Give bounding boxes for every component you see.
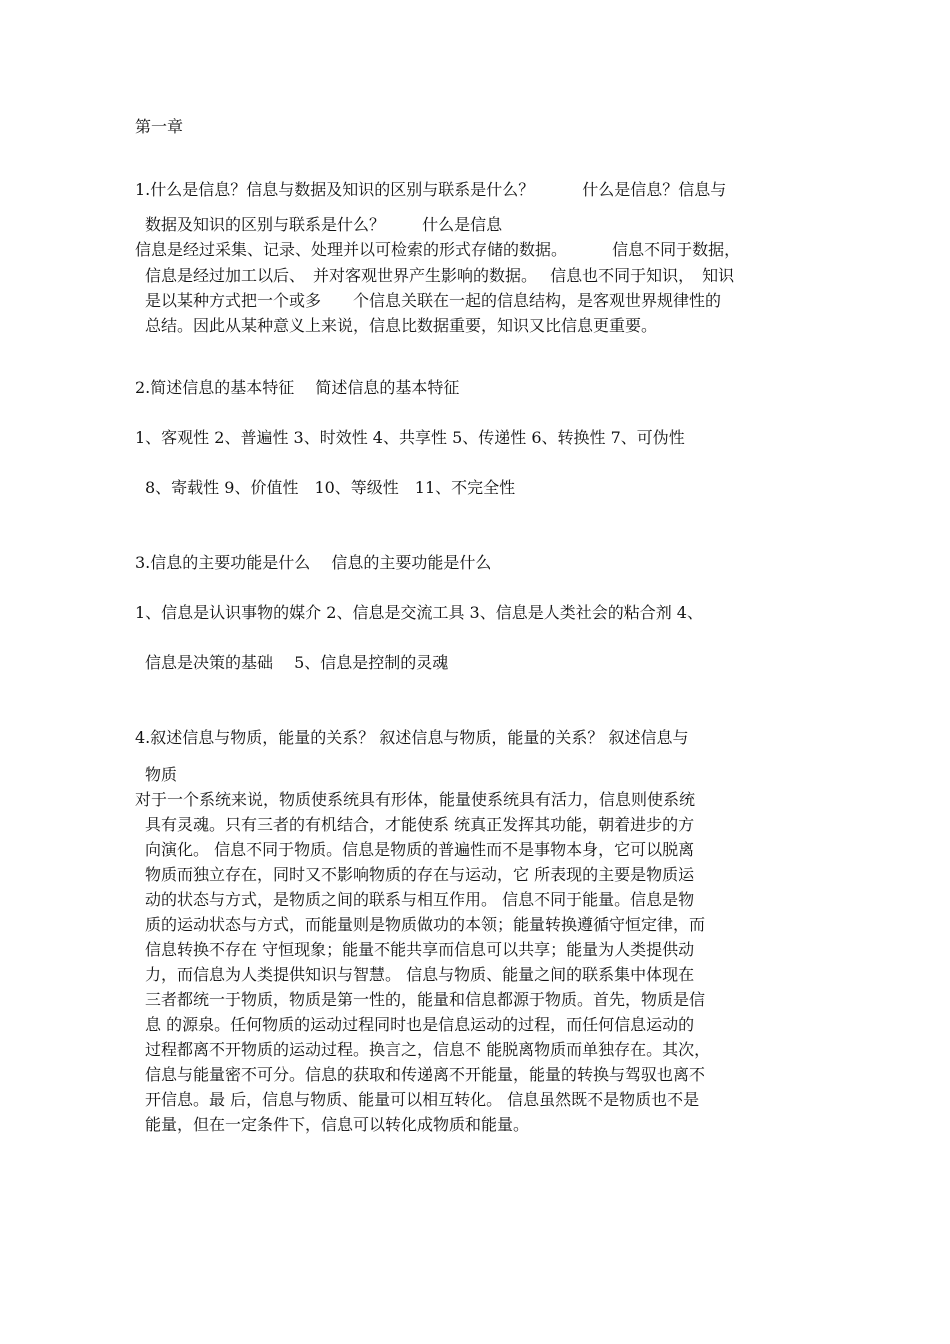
question-1-heading-line: 数据及知识的区别与联系是什么？ 什么是信息: [145, 215, 503, 234]
question-2-heading: 2.简述信息的基本特征 简述信息的基本特征: [135, 378, 460, 397]
question-4-answer-line: 信息转换不存在 守恒现象；能量不能共享而信息可以共享；能量为人类提供动: [145, 940, 695, 959]
question-4-answer-line: 力，而信息为人类提供知识与智慧。 信息与物质、能量之间的联系集中体现在: [145, 965, 695, 984]
question-1-answer-line: 信息是经过加工以后、 并对客观世界产生影响的数据。 信息也不同于知识， 知识: [145, 266, 735, 285]
question-3-answer-line: 1、信息是认识事物的媒介 2、信息是交流工具 3、信息是人类社会的粘合剂 4、: [135, 603, 703, 622]
question-2-answer-line: 1、客观性 2、普遍性 3、时效性 4、共享性 5、传递性 6、转换性 7、可伪性: [135, 428, 685, 447]
question-4-answer-line: 具有灵魂。只有三者的有机结合，才能使系 统真正发挥其功能，朝着进步的方: [145, 815, 695, 834]
question-1-answer-line: 信息是经过采集、记录、处理并以可检索的形式存储的数据。 信息不同于数据，: [135, 240, 741, 259]
question-4-answer-line: 信息与能量密不可分。信息的获取和传递离不开能量，能量的转换与驾驭也离不: [145, 1065, 706, 1084]
question-1-answer-line: 是以某种方式把一个或多 个信息关联在一起的信息结构，是客观世界规律性的: [145, 291, 722, 310]
question-4-answer-line: 动的状态与方式，是物质之间的联系与相互作用。 信息不同于能量。信息是物: [145, 890, 695, 909]
question-4-answer-line: 息 的源泉。任何物质的运动过程同时也是信息运动的过程，而任何信息运动的: [145, 1015, 695, 1034]
question-4-answer-line: 向演化。 信息不同于物质。信息是物质的普遍性而不是事物本身，它可以脱离: [145, 840, 695, 859]
question-3-answer-line: 信息是决策的基础 5、信息是控制的灵魂: [145, 653, 449, 672]
question-4-answer-line: 过程都离不开物质的运动过程。换言之，信息不 能脱离物质而单独存在。其次，: [145, 1040, 711, 1059]
question-4-heading-line: 4.叙述信息与物质，能量的关系？ 叙述信息与物质，能量的关系？ 叙述信息与: [135, 728, 689, 747]
chapter-title: 第一章: [135, 117, 184, 136]
question-1-answer-line: 总结。因此从某种意义上来说，信息比数据重要，知识又比信息更重要。: [145, 316, 658, 335]
question-1-heading-line: 1.什么是信息？信息与数据及知识的区别与联系是什么？ 什么是信息？信息与: [135, 180, 727, 199]
question-4-heading-line: 物质: [145, 765, 178, 784]
question-4-answer-line: 能量，但在一定条件下，信息可以转化成物质和能量。: [145, 1115, 530, 1134]
question-2-answer-line: 8、寄载性 9、价值性 10、等级性 11、不完全性: [145, 478, 516, 497]
question-4-answer-line: 物质而独立存在，同时又不影响物质的存在与运动，它 所表现的主要是物质运: [145, 865, 695, 884]
question-4-answer-line: 开信息。最 后，信息与物质、能量可以相互转化。 信息虽然既不是物质也不是: [145, 1090, 700, 1109]
question-4-answer-line: 对于一个系统来说，物质使系统具有形体，能量使系统具有活力，信息则使系统: [135, 790, 696, 809]
question-4-answer-line: 质的运动状态与方式，而能量则是物质做功的本领；能量转换遵循守恒定律，而: [145, 915, 706, 934]
question-3-heading: 3.信息的主要功能是什么 信息的主要功能是什么: [135, 553, 492, 572]
question-4-answer-line: 三者都统一于物质，物质是第一性的，能量和信息都源于物质。首先，物质是信: [145, 990, 706, 1009]
